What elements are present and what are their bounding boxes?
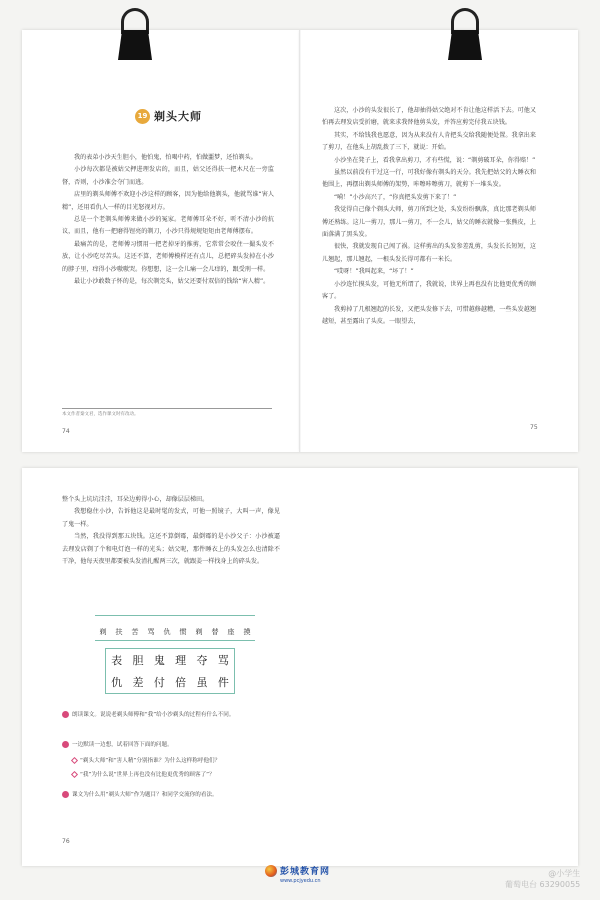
site-name: 彭城教育网	[280, 867, 331, 877]
vocab-char: 骂	[147, 628, 155, 636]
paragraph: 这次，小沙的头发很长了，他却抽得姑父绝对不肯让他这样活下去。可他又怕再去理发店受折磨，就来求我替他剪头发，并答应剪完付我五块钱。	[322, 107, 536, 127]
footnote: 本文作者秦文君，选作课文时有改动。	[62, 408, 272, 417]
site-url: www.pcjyedu.cn	[280, 878, 321, 884]
site-logo	[265, 864, 330, 877]
vocab-char: 仇	[163, 628, 171, 636]
exercise-text: 朗读课文。说说老剃头师傅和“我”给小沙剃头的过程有什么不同。	[72, 712, 235, 718]
paragraph: 整个头上坑坑洼洼，耳朵边剪得小心，却像层层梯田。	[62, 496, 209, 503]
logo-globe-icon	[265, 865, 277, 877]
writing-char: 夺	[196, 654, 208, 667]
paragraph: 小沙连忙摸头发，可他无所谓了，我就说，世界上再也没有比他更优秀的顾客了。	[322, 280, 536, 301]
vocab-char: 座	[227, 628, 235, 636]
paragraph: 我觉得自己像个剃头大师，剪刀所到之处，头发纷纷飘落，真比那老剃头师傅还熟练。这儿一剪刀，那儿一剪刀，不一会儿，姑父的睡衣就像一张熊皮，上面落满了黑头发。	[322, 206, 536, 239]
lesson-number-badge: 19	[135, 109, 150, 124]
lesson-title-text: 剃头大师	[154, 110, 202, 123]
page-number: 75	[530, 424, 538, 431]
exercise-text: “剃头大师”和“害人精”分别指谁？为什么这样称呼他们？	[80, 758, 221, 764]
vocab-char: 扶	[115, 628, 123, 636]
page-75-body	[322, 105, 536, 328]
writing-char: 虽	[196, 676, 208, 689]
exercise-item	[62, 710, 282, 718]
diamond-bullet-icon	[71, 756, 78, 763]
exercise-bullet-icon	[62, 711, 69, 718]
binder-clip-icon	[448, 8, 482, 60]
exercise-subitem	[72, 770, 282, 778]
watermark-line: @小学生	[548, 869, 581, 878]
exercise-item	[62, 790, 282, 798]
watermark-line: 葡萄电台 63290055	[505, 880, 581, 889]
writing-char: 差	[132, 676, 144, 689]
page-number: 76	[62, 838, 70, 845]
writing-char: 鬼	[153, 654, 165, 667]
writing-char: 件	[217, 676, 229, 689]
paragraph: 我的表弟小沙天生胆小，他怕鬼，怕喝中药，怕做噩梦，还怕剃头。	[74, 154, 257, 161]
binder-clip-icon	[118, 8, 152, 60]
exercise-text: 一边默读一边想，试着回答下面的问题。	[72, 742, 173, 748]
paragraph: “哎呀！”我叫起来，“坏了！”	[334, 268, 414, 276]
page-76-body	[62, 494, 280, 568]
paragraph: 小沙坐在凳子上，看我拿出剪刀，才有些慌，说：“剃剪破耳朵，你得赔！”	[334, 156, 536, 164]
paragraph: 店里的剃头师傅不欢迎小沙这样的顾客，因为他给他剃头，他就骂谁“害人精”，还用看仇人一样的目光怒视对方。	[62, 191, 274, 211]
vocab-char: 剃	[99, 628, 107, 636]
vocab-char: 摸	[243, 628, 251, 636]
watermark	[505, 868, 580, 890]
book-gutter	[299, 30, 301, 452]
paragraph: “嗬！”小沙高兴了，“你真把头发剪下来了！”	[334, 193, 457, 201]
paragraph: 最让小沙敢数子怀的是，每次剃完头，姑父还要付双倍的钱给“害人精”。	[74, 278, 270, 286]
paragraph: 虽然以前没有干过这一行，可我好像有剃头的天分。我先把姑父的大睡衣和他围上，再摆出剃头师傅的架势，咔嚓咔嚓剪刀，就剪下一堆头发。	[322, 169, 536, 189]
paragraph: 很快，我就发现自己闯了祸。这样剪出的头发参差乱剪，头发长长短短，这儿翘起，那儿翘起，一根头发长得可都有一米长。	[322, 243, 536, 263]
vocab-char: 替	[211, 628, 219, 636]
paragraph: 我想稳住小沙，告诉他这是最时髦的发式，可他一照镜子，大叫一声，像见了鬼一样。	[62, 508, 280, 528]
exercise-bullet-icon	[62, 791, 69, 798]
paragraph: 其实，不给钱我也愿意，因为从来没有人肯把头交给我随便处置。我拿出来了剪刀，在他头上胡乱拨了三下，就说：开始。	[322, 131, 536, 152]
diamond-bullet-icon	[71, 770, 78, 777]
vocab-char: 剃	[195, 628, 203, 636]
exercise-item	[62, 740, 282, 748]
writing-char: 付	[153, 676, 165, 689]
lesson-title	[135, 108, 202, 124]
writing-char: 理	[175, 654, 187, 667]
vocabulary-band	[95, 615, 255, 641]
vocab-char: 惯	[179, 628, 187, 636]
exercise-subitem	[72, 756, 282, 764]
exercise-text: “我”为什么说“世界上再也没有比他更优秀的顾客了”？	[80, 772, 215, 778]
paragraph: 小沙每次都是被姑父押进理发店的，而且，姑父还得扶一把木尺在一旁监督，否则，小沙准会夺门而逃。	[62, 166, 274, 186]
paragraph: 最痛苦的是，老师傅习惯用一把老掉牙的推剪，它常常会咬住一撮头发不放，让小沙吃尽苦头。这还不算，老师傅模样还有点儿，总把碎头发掉在小沙的脖子里，痒得小沙嗷嗷哭。你想想，这一会儿痛一会儿痒的，跟受刑一样。	[62, 240, 274, 273]
paragraph: 总是一个老剃头师傅来做小沙的冤家。老师傅耳朵不好，听不清小沙的抗议，而且，他有一把磨得锃亮的剃刀，小沙只得规规矩矩由老师傅摆布。	[62, 216, 274, 236]
vocab-char: 苦	[131, 628, 139, 636]
paragraph: 我剪掉了几根翘起的长发，又把头发修下去，可惜越修越糟，一些头发越翘越短，甚至露出了头皮。一眼望去，	[322, 305, 536, 325]
writing-characters-box	[105, 648, 235, 694]
exercise-text: 课文为什么用“剃头大师”作为题目？和同学交流你的看法。	[72, 792, 218, 798]
writing-char: 骂	[217, 654, 229, 667]
writing-char: 倍	[175, 676, 187, 689]
page-number: 74	[62, 428, 70, 435]
exercise-bullet-icon	[62, 741, 69, 748]
writing-char: 表	[111, 654, 123, 667]
page-74-body	[62, 152, 274, 288]
paragraph: 当然，我没得到那五块钱。这还不算倒霉，最倒霉的是小沙父子：小沙被逼去理发店剃了个和电灯泡一样的光头；姑父呢，那件睡衣上的头发怎么也清除不干净，他每天夜里都要被头发渣扎醒两三次，就跟姜一样找身上的碎头发。	[62, 533, 280, 566]
writing-char: 仇	[111, 676, 123, 689]
writing-char: 胆	[132, 654, 144, 667]
